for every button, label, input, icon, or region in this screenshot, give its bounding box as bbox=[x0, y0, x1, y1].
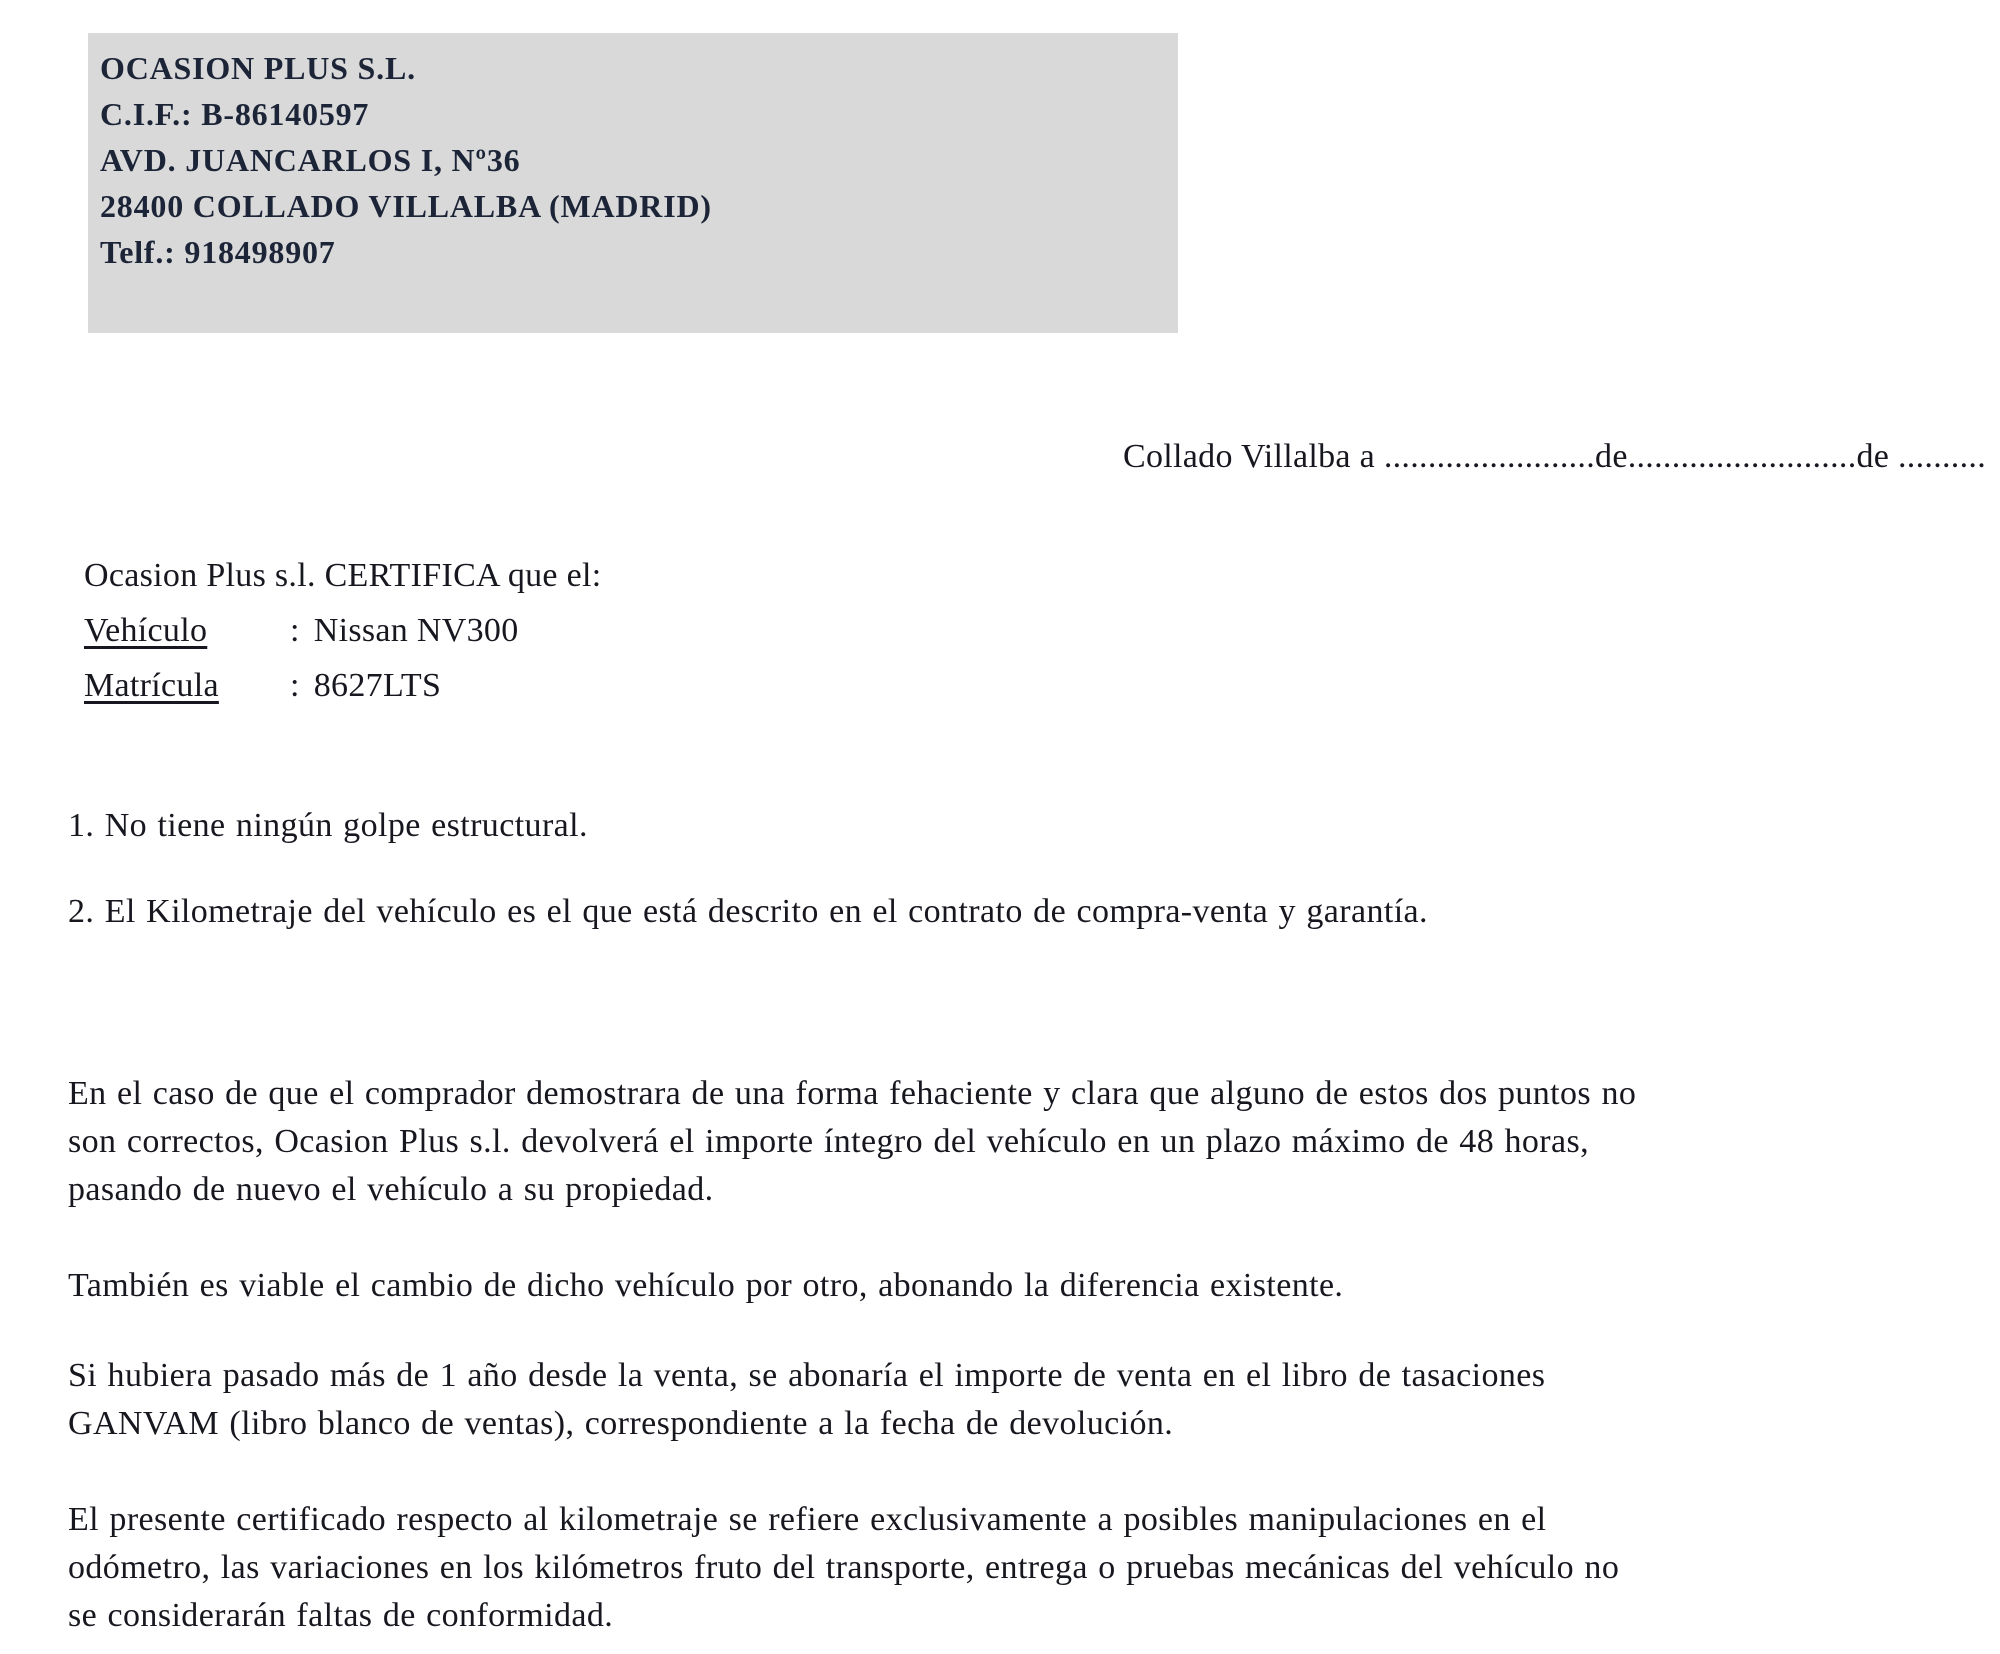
paragraph-line: También es viable el cambio de dicho vehículo por otro, abonando la diferencia existente. bbox=[68, 1267, 1344, 1304]
paragraph-line: pasando de nuevo el vehículo a su propiedad. bbox=[68, 1171, 714, 1208]
paragraph-line: El presente certificado respecto al kilometraje se refiere exclusivamente a posibles manipulaciones en el bbox=[68, 1501, 1547, 1538]
paragraph-line: se considerarán faltas de conformidad. bbox=[68, 1597, 614, 1634]
company-city: 28400 COLLADO VILLALBA (MADRID) bbox=[100, 188, 712, 224]
paragraph-line: En el caso de que el comprador demostrara de una forma fehaciente y clara que alguno de estos dos puntos no bbox=[68, 1075, 1637, 1112]
company-name: OCASION PLUS S.L. bbox=[100, 50, 416, 86]
paragraph-line: Si hubiera pasado más de 1 año desde la venta, se abonaría el importe de venta en el libro de tasaciones bbox=[68, 1357, 1546, 1394]
company-address: AVD. JUANCARLOS I, Nº36 bbox=[100, 142, 521, 178]
paragraph-line: GANVAM (libro blanco de ventas), correspondiente a la fecha de devolución. bbox=[68, 1405, 1174, 1442]
plate-label-wrap bbox=[84, 658, 290, 713]
numbered-points bbox=[68, 802, 1428, 936]
point-mileage: 2. El Kilometraje del vehículo es el que está descrito en el contrato de compra-venta y garantía. bbox=[68, 893, 1428, 930]
vehicle-field bbox=[84, 603, 602, 658]
vehicle-label-wrap bbox=[84, 603, 290, 658]
plate-label: Matrícula bbox=[84, 667, 219, 704]
plate-field bbox=[84, 658, 602, 713]
vehicle-value: Nissan NV300 bbox=[313, 612, 519, 649]
certification-section bbox=[84, 548, 602, 713]
certification-intro: Ocasion Plus s.l. CERTIFICA que el: bbox=[84, 557, 602, 594]
company-phone: Telf.: 918498907 bbox=[100, 234, 336, 270]
vehicle-separator: : bbox=[290, 612, 300, 649]
plate-value: 8627LTS bbox=[313, 667, 442, 704]
paragraph-ganvam bbox=[68, 1352, 1545, 1448]
paragraph-odometer bbox=[68, 1496, 1619, 1640]
paragraph-refund bbox=[68, 1070, 1636, 1214]
paragraph-line: son correctos, Ocasion Plus s.l. devolverá el importe íntegro del vehículo en un plazo máximo de 48 horas, bbox=[68, 1123, 1590, 1160]
company-cif: C.I.F.: B-86140597 bbox=[100, 96, 370, 132]
paragraph-line: odómetro, las variaciones en los kilómetros fruto del transporte, entrega o pruebas mecánicas del vehículo no bbox=[68, 1549, 1620, 1586]
vehicle-label: Vehículo bbox=[84, 612, 208, 649]
paragraph-exchange bbox=[68, 1262, 1343, 1310]
date-fill-in-line: Collado Villalba a ........................de..........................de .......... bbox=[1123, 438, 1986, 475]
plate-separator: : bbox=[290, 667, 300, 704]
point-structural: 1. No tiene ningún golpe estructural. bbox=[68, 807, 588, 844]
company-header-box bbox=[88, 33, 1178, 333]
